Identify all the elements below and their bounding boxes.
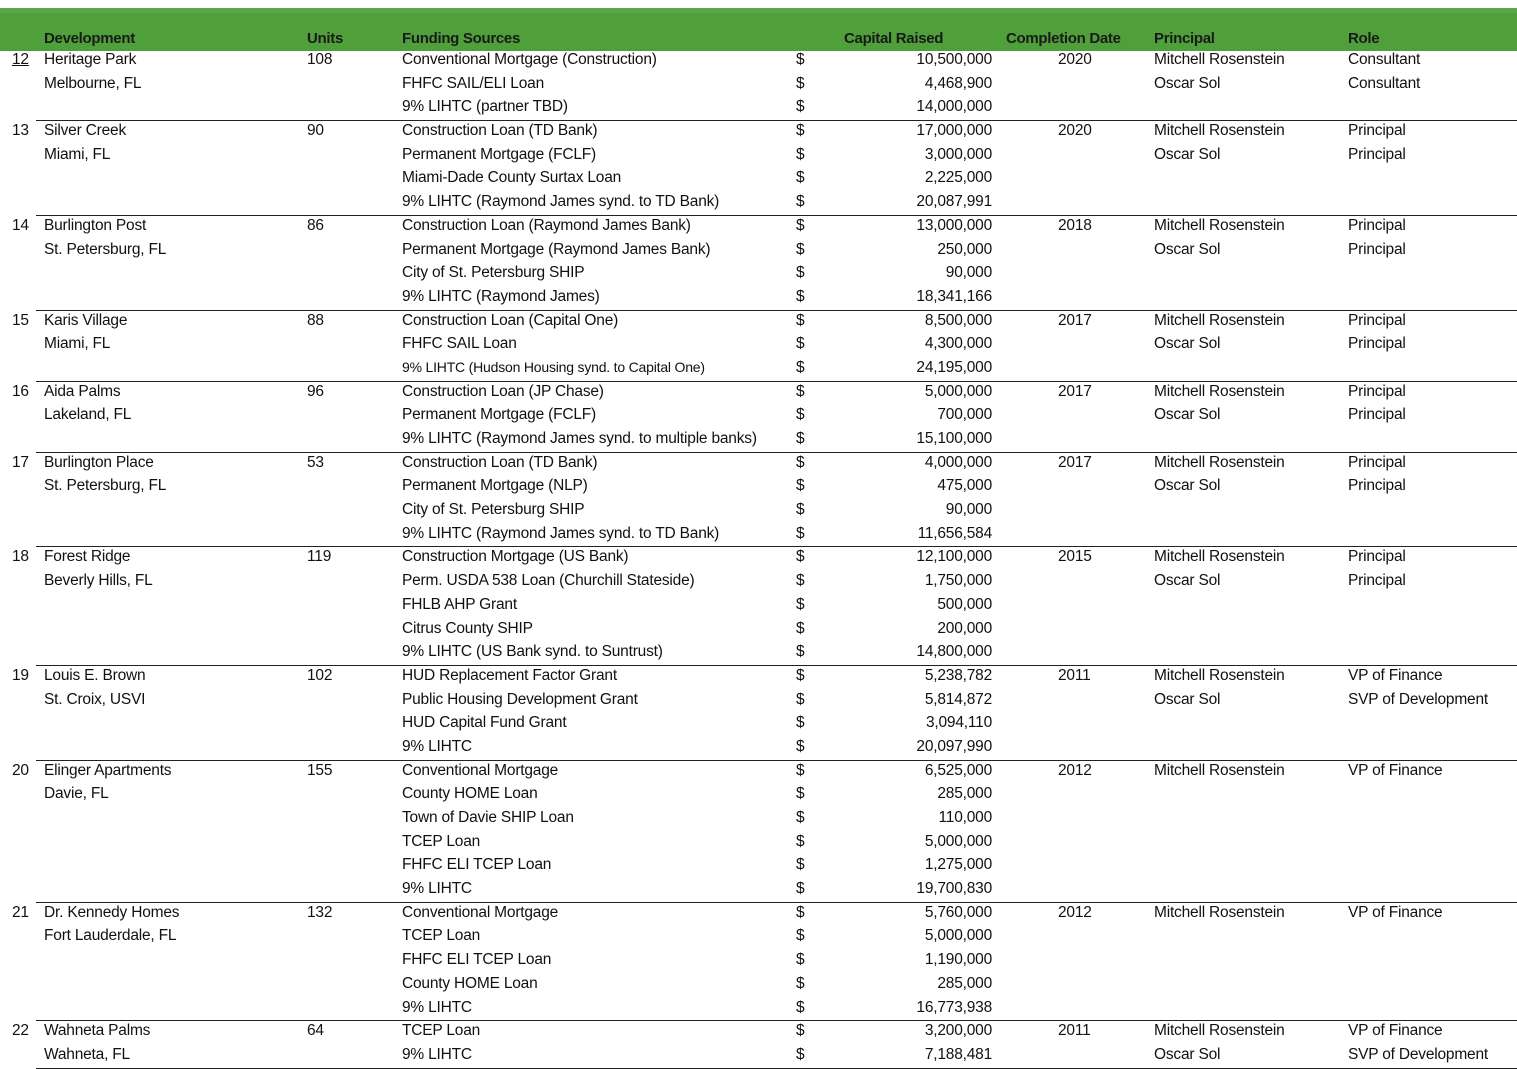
table-line xyxy=(0,619,1517,643)
capital-raised-amount: 285,000 xyxy=(937,974,992,992)
table-line xyxy=(0,97,1517,121)
table-line xyxy=(0,50,1517,74)
currency-symbol: $ xyxy=(796,880,805,898)
capital-raised-amount: 5,000,000 xyxy=(924,382,992,400)
capital-raised-amount: 90,000 xyxy=(945,264,992,282)
principal-role: Principal xyxy=(1348,382,1406,400)
completion-date: 2015 xyxy=(1058,548,1092,566)
capital-raised-amount: 14,000,000 xyxy=(916,98,992,116)
row-number: 12 xyxy=(12,51,29,68)
currency-symbol: $ xyxy=(796,714,805,732)
capital-raised-amount: 20,097,990 xyxy=(916,737,992,755)
funding-source: Construction Loan (TD Bank) xyxy=(402,122,598,140)
currency-symbol: $ xyxy=(796,430,805,447)
currency-symbol: $ xyxy=(796,903,805,921)
row-number: 14 xyxy=(12,216,29,234)
currency-symbol: $ xyxy=(796,809,805,826)
capital-raised-amount: 20,087,991 xyxy=(916,193,992,211)
completion-date: 2012 xyxy=(1058,761,1092,779)
units-count: 155 xyxy=(307,761,333,779)
currency-symbol: $ xyxy=(796,998,805,1016)
currency-symbol: $ xyxy=(796,98,805,116)
funding-source: Citrus County SHIP xyxy=(402,619,533,637)
currency-symbol: $ xyxy=(796,122,805,140)
table-line xyxy=(0,855,1517,879)
development-row xyxy=(0,121,1517,216)
capital-raised-amount: 110,000 xyxy=(938,809,992,826)
units-count: 102 xyxy=(307,666,333,684)
table-line xyxy=(0,713,1517,737)
principal-name: Oscar Sol xyxy=(1154,572,1221,590)
table-line xyxy=(0,74,1517,98)
table-line xyxy=(0,1045,1517,1069)
principal-role: Principal xyxy=(1348,240,1406,258)
funding-source: 9% LIHTC xyxy=(402,880,472,898)
funding-source: City of St. Petersburg SHIP xyxy=(402,264,585,282)
table-line xyxy=(0,903,1517,927)
table-line xyxy=(0,547,1517,571)
principal-name: Mitchell Rosenstein xyxy=(1154,216,1285,234)
funding-source: Conventional Mortgage xyxy=(402,761,559,779)
table-line xyxy=(0,974,1517,998)
table-line xyxy=(0,642,1517,666)
principal-name: Mitchell Rosenstein xyxy=(1154,51,1285,68)
currency-symbol: $ xyxy=(796,927,805,945)
funding-source: FHFC SAIL Loan xyxy=(402,335,517,353)
table-line xyxy=(0,453,1517,477)
funding-source: Permanent Mortgage (Raymond James Bank) xyxy=(402,240,711,258)
table-line xyxy=(0,524,1517,548)
units-count: 88 xyxy=(307,311,324,329)
development-row xyxy=(0,216,1517,311)
table-line xyxy=(0,500,1517,524)
table-line xyxy=(0,405,1517,429)
principal-name: Mitchell Rosenstein xyxy=(1154,548,1285,566)
funding-source: Conventional Mortgage xyxy=(402,903,559,921)
funding-source: HUD Capital Fund Grant xyxy=(402,714,567,732)
table-line xyxy=(0,879,1517,903)
currency-symbol: $ xyxy=(796,666,805,684)
capital-raised-amount: 1,750,000 xyxy=(924,572,992,590)
principal-name: Mitchell Rosenstein xyxy=(1154,761,1285,779)
completion-date: 2017 xyxy=(1058,453,1092,471)
table-line xyxy=(0,382,1517,406)
capital-raised-amount: 18,341,166 xyxy=(916,287,992,305)
capital-raised-amount: 3,094,110 xyxy=(925,714,992,732)
development-name: Silver Creek xyxy=(44,122,127,140)
completion-date: 2011 xyxy=(1058,666,1091,684)
table-line xyxy=(0,287,1517,311)
row-number: 15 xyxy=(12,311,29,329)
capital-raised-amount: 6,525,000 xyxy=(924,761,992,779)
header-completion-date: Completion Date xyxy=(1006,30,1121,47)
funding-source: 9% LIHTC (Raymond James synd. to multiple banks) xyxy=(402,430,757,447)
capital-raised-amount: 24,195,000 xyxy=(916,358,992,376)
completion-date: 2011 xyxy=(1058,1022,1091,1040)
principal-role: Principal xyxy=(1348,311,1406,329)
capital-raised-amount: 14,800,000 xyxy=(916,643,992,661)
principal-role: SVP of Development xyxy=(1348,690,1489,708)
funding-source: 9% LIHTC (Raymond James) xyxy=(402,287,600,305)
development-row xyxy=(0,453,1517,548)
currency-symbol: $ xyxy=(796,1045,805,1063)
capital-raised-amount: 700,000 xyxy=(937,406,992,424)
capital-raised-amount: 8,500,000 xyxy=(924,311,992,329)
currency-symbol: $ xyxy=(796,690,805,708)
principal-role: VP of Finance xyxy=(1348,1022,1443,1040)
table-line xyxy=(0,737,1517,761)
principal-name: Mitchell Rosenstein xyxy=(1154,122,1285,140)
principal-name: Oscar Sol xyxy=(1154,690,1221,708)
table-line xyxy=(0,429,1517,453)
principal-name: Mitchell Rosenstein xyxy=(1154,382,1285,400)
development-name: Karis Village xyxy=(44,311,128,329)
principal-name: Oscar Sol xyxy=(1154,145,1221,163)
completion-date: 2017 xyxy=(1058,382,1092,400)
capital-raised-amount: 90,000 xyxy=(945,501,992,519)
currency-symbol: $ xyxy=(796,240,805,258)
currency-symbol: $ xyxy=(796,145,805,163)
capital-raised-amount: 4,300,000 xyxy=(924,335,992,353)
table-line xyxy=(0,950,1517,974)
development-name: Wahneta Palms xyxy=(44,1022,151,1040)
funding-source: FHLB AHP Grant xyxy=(402,595,517,613)
currency-symbol: $ xyxy=(796,193,805,211)
principal-name: Mitchell Rosenstein xyxy=(1154,1022,1285,1040)
funding-source: 9% LIHTC xyxy=(402,737,472,755)
development-row xyxy=(0,382,1517,453)
units-count: 86 xyxy=(307,216,324,234)
completion-date: 2020 xyxy=(1058,122,1092,140)
table-line xyxy=(0,240,1517,264)
units-count: 53 xyxy=(307,453,324,471)
currency-symbol: $ xyxy=(796,619,805,637)
principal-role: VP of Finance xyxy=(1348,666,1443,684)
development-name: Louis E. Brown xyxy=(44,666,146,684)
capital-raised-amount: 3,200,000 xyxy=(924,1022,992,1040)
table-line xyxy=(0,690,1517,714)
capital-raised-amount: 15,100,000 xyxy=(916,430,992,447)
principal-name: Oscar Sol xyxy=(1154,335,1221,353)
currency-symbol: $ xyxy=(796,832,805,850)
currency-symbol: $ xyxy=(796,595,805,613)
currency-symbol: $ xyxy=(796,406,805,424)
development-row xyxy=(0,547,1517,665)
funding-source: Perm. USDA 538 Loan (Churchill Stateside) xyxy=(402,572,695,590)
units-count: 119 xyxy=(307,548,332,566)
development-city: St. Croix, USVI xyxy=(44,690,146,708)
completion-date: 2020 xyxy=(1058,51,1092,68)
principal-role: Principal xyxy=(1348,335,1406,353)
development-city: Miami, FL xyxy=(44,145,111,163)
principal-name: Oscar Sol xyxy=(1154,240,1221,258)
completion-date: 2017 xyxy=(1058,311,1092,329)
currency-symbol: $ xyxy=(796,264,805,282)
funding-source: FHFC ELI TCEP Loan xyxy=(402,951,552,969)
table-line xyxy=(0,216,1517,240)
development-city: Fort Lauderdale, FL xyxy=(44,927,177,945)
principal-role: Principal xyxy=(1348,122,1406,140)
funding-source: Construction Loan (JP Chase) xyxy=(402,382,604,400)
funding-source: 9% LIHTC (US Bank synd. to Suntrust) xyxy=(402,643,663,661)
principal-name: Oscar Sol xyxy=(1154,406,1221,424)
table-line xyxy=(0,168,1517,192)
currency-symbol: $ xyxy=(796,761,805,779)
development-city: St. Petersburg, FL xyxy=(44,240,167,258)
table-line xyxy=(0,311,1517,335)
capital-raised-amount: 4,000,000 xyxy=(924,453,992,471)
currency-symbol: $ xyxy=(796,1022,805,1040)
table-line xyxy=(0,358,1517,382)
currency-symbol: $ xyxy=(796,169,805,187)
row-number: 18 xyxy=(12,548,29,566)
row-divider xyxy=(36,1068,1517,1069)
header-development: Development xyxy=(44,30,135,47)
capital-raised-amount: 7,188,481 xyxy=(924,1045,992,1063)
principal-name: Oscar Sol xyxy=(1154,477,1221,495)
development-name: Heritage Park xyxy=(44,51,137,68)
capital-raised-amount: 475,000 xyxy=(937,477,992,495)
table-line xyxy=(0,263,1517,287)
development-city: Wahneta, FL xyxy=(44,1045,130,1063)
development-name: Aida Palms xyxy=(44,382,121,400)
capital-raised-amount: 285,000 xyxy=(937,785,992,803)
principal-name: Mitchell Rosenstein xyxy=(1154,666,1285,684)
development-row xyxy=(0,903,1517,1021)
development-row xyxy=(0,50,1517,121)
currency-symbol: $ xyxy=(796,643,805,661)
funding-source: HUD Replacement Factor Grant xyxy=(402,666,617,684)
development-city: Davie, FL xyxy=(44,785,109,803)
table-line xyxy=(0,595,1517,619)
table-header xyxy=(0,13,1517,51)
funding-source: Permanent Mortgage (NLP) xyxy=(402,477,588,495)
table-line xyxy=(0,998,1517,1022)
row-number: 21 xyxy=(12,903,29,921)
funding-source: 9% LIHTC xyxy=(402,1045,472,1063)
principal-role: Principal xyxy=(1348,572,1406,590)
funding-source: Town of Davie SHIP Loan xyxy=(402,809,574,826)
development-row xyxy=(0,761,1517,903)
header-principal: Principal xyxy=(1154,30,1215,47)
capital-raised-amount: 19,700,830 xyxy=(916,880,992,898)
funding-source: Public Housing Development Grant xyxy=(402,690,638,708)
table-line xyxy=(0,192,1517,216)
principal-role: SVP of Development xyxy=(1348,1045,1489,1063)
table-line xyxy=(0,784,1517,808)
currency-symbol: $ xyxy=(796,453,805,471)
funding-source: County HOME Loan xyxy=(402,785,538,803)
row-number: 16 xyxy=(12,382,29,400)
capital-raised-amount: 1,275,000 xyxy=(924,856,992,874)
completion-date: 2018 xyxy=(1058,216,1092,234)
development-name: Elinger Apartments xyxy=(44,761,172,779)
currency-symbol: $ xyxy=(796,216,805,234)
units-count: 90 xyxy=(307,122,324,140)
funding-source: Permanent Mortgage (FCLF) xyxy=(402,145,596,163)
capital-raised-amount: 3,000,000 xyxy=(924,145,992,163)
currency-symbol: $ xyxy=(796,358,805,376)
units-count: 96 xyxy=(307,382,324,400)
currency-symbol: $ xyxy=(796,951,805,969)
funding-source: City of St. Petersburg SHIP xyxy=(402,501,585,519)
principal-role: Principal xyxy=(1348,477,1406,495)
capital-raised-amount: 5,000,000 xyxy=(924,832,992,850)
principal-role: Principal xyxy=(1348,548,1406,566)
funding-source: 9% LIHTC xyxy=(402,998,472,1016)
table-line xyxy=(0,808,1517,832)
funding-source: Construction Mortgage (US Bank) xyxy=(402,548,629,566)
capital-raised-amount: 1,190,000 xyxy=(924,951,992,969)
development-city: Miami, FL xyxy=(44,335,111,353)
development-row xyxy=(0,1021,1517,1068)
funding-source: TCEP Loan xyxy=(402,1022,481,1040)
funding-source: Construction Loan (Raymond James Bank) xyxy=(402,216,691,234)
development-table-body xyxy=(0,50,1517,1069)
header-funding-sources: Funding Sources xyxy=(402,30,521,47)
funding-source: Permanent Mortgage (FCLF) xyxy=(402,406,596,424)
capital-raised-amount: 17,000,000 xyxy=(916,122,992,140)
principal-role: Principal xyxy=(1348,216,1406,234)
currency-symbol: $ xyxy=(796,856,805,874)
row-number: 20 xyxy=(12,761,29,779)
currency-symbol: $ xyxy=(796,382,805,400)
table-line xyxy=(0,571,1517,595)
development-city: St. Petersburg, FL xyxy=(44,477,167,495)
principal-name: Oscar Sol xyxy=(1154,74,1221,92)
currency-symbol: $ xyxy=(796,74,805,92)
header-role: Role xyxy=(1348,30,1380,47)
capital-raised-amount: 250,000 xyxy=(937,240,992,258)
funding-source: Miami-Dade County Surtax Loan xyxy=(402,169,622,187)
table-line xyxy=(0,476,1517,500)
principal-role: Principal xyxy=(1348,406,1406,424)
development-row xyxy=(0,311,1517,382)
development-name: Forest Ridge xyxy=(44,548,131,566)
capital-raised-amount: 5,760,000 xyxy=(924,903,992,921)
development-row xyxy=(0,666,1517,761)
principal-role: Principal xyxy=(1348,453,1406,471)
principal-role: Consultant xyxy=(1348,51,1421,68)
funding-source: FHFC SAIL/ELI Loan xyxy=(402,74,544,92)
development-name: Dr. Kennedy Homes xyxy=(44,903,180,921)
capital-raised-amount: 4,468,900 xyxy=(924,74,992,92)
principal-role: VP of Finance xyxy=(1348,761,1443,779)
currency-symbol: $ xyxy=(796,548,805,566)
currency-symbol: $ xyxy=(796,524,805,542)
row-number: 13 xyxy=(12,122,29,140)
funding-source: TCEP Loan xyxy=(402,832,481,850)
principal-role: VP of Finance xyxy=(1348,903,1443,921)
principal-role: Principal xyxy=(1348,145,1406,163)
development-city: Melbourne, FL xyxy=(44,74,142,92)
development-name: Burlington Post xyxy=(44,216,147,234)
currency-symbol: $ xyxy=(796,477,805,495)
table-line xyxy=(0,761,1517,785)
funding-source: County HOME Loan xyxy=(402,974,538,992)
currency-symbol: $ xyxy=(796,335,805,353)
capital-raised-amount: 13,000,000 xyxy=(916,216,992,234)
row-number: 22 xyxy=(12,1022,29,1040)
currency-symbol: $ xyxy=(796,737,805,755)
capital-raised-amount: 5,000,000 xyxy=(924,927,992,945)
row-number: 17 xyxy=(12,453,29,471)
units-count: 132 xyxy=(307,903,333,921)
funding-source: 9% LIHTC (partner TBD) xyxy=(402,98,568,116)
capital-raised-amount: 500,000 xyxy=(937,595,992,613)
completion-date: 2012 xyxy=(1058,903,1092,921)
currency-symbol: $ xyxy=(796,311,805,329)
capital-raised-amount: 5,238,782 xyxy=(924,666,992,684)
principal-name: Oscar Sol xyxy=(1154,1045,1221,1063)
capital-raised-amount: 10,500,000 xyxy=(916,51,992,68)
development-name: Burlington Place xyxy=(44,453,154,471)
funding-source: Conventional Mortgage (Construction) xyxy=(402,51,657,68)
funding-source: TCEP Loan xyxy=(402,927,481,945)
currency-symbol: $ xyxy=(796,572,805,590)
currency-symbol: $ xyxy=(796,287,805,305)
funding-source: 9% LIHTC (Raymond James synd. to TD Bank) xyxy=(402,524,720,542)
table-line xyxy=(0,832,1517,856)
capital-raised-amount: 200,000 xyxy=(937,619,992,637)
currency-symbol: $ xyxy=(796,785,805,803)
table-line xyxy=(0,334,1517,358)
principal-name: Mitchell Rosenstein xyxy=(1154,311,1285,329)
table-line xyxy=(0,926,1517,950)
capital-raised-amount: 2,225,000 xyxy=(924,169,992,187)
units-count: 108 xyxy=(307,51,333,68)
capital-raised-amount: 11,656,584 xyxy=(917,524,992,542)
funding-source: 9% LIHTC (Hudson Housing synd. to Capital One) xyxy=(402,358,705,375)
table-line xyxy=(0,666,1517,690)
funding-source: Construction Loan (TD Bank) xyxy=(402,453,598,471)
principal-role: Consultant xyxy=(1348,74,1421,92)
table-line xyxy=(0,1021,1517,1045)
development-city: Lakeland, FL xyxy=(44,406,132,424)
principal-name: Mitchell Rosenstein xyxy=(1154,903,1285,921)
currency-symbol: $ xyxy=(796,974,805,992)
table-line xyxy=(0,145,1517,169)
funding-source: 9% LIHTC (Raymond James synd. to TD Bank) xyxy=(402,193,720,211)
table-line xyxy=(0,121,1517,145)
header-units: Units xyxy=(307,30,344,47)
row-number: 19 xyxy=(12,666,29,684)
funding-source: Construction Loan (Capital One) xyxy=(402,311,619,329)
header-capital-raised: Capital Raised xyxy=(844,30,944,47)
development-city: Beverly Hills, FL xyxy=(44,572,153,590)
currency-symbol: $ xyxy=(796,501,805,519)
capital-raised-amount: 12,100,000 xyxy=(916,548,992,566)
currency-symbol: $ xyxy=(796,51,805,68)
capital-raised-amount: 16,773,938 xyxy=(916,998,992,1016)
capital-raised-amount: 5,814,872 xyxy=(924,690,992,708)
principal-name: Mitchell Rosenstein xyxy=(1154,453,1285,471)
funding-source: FHFC ELI TCEP Loan xyxy=(402,856,552,874)
units-count: 64 xyxy=(307,1022,324,1040)
